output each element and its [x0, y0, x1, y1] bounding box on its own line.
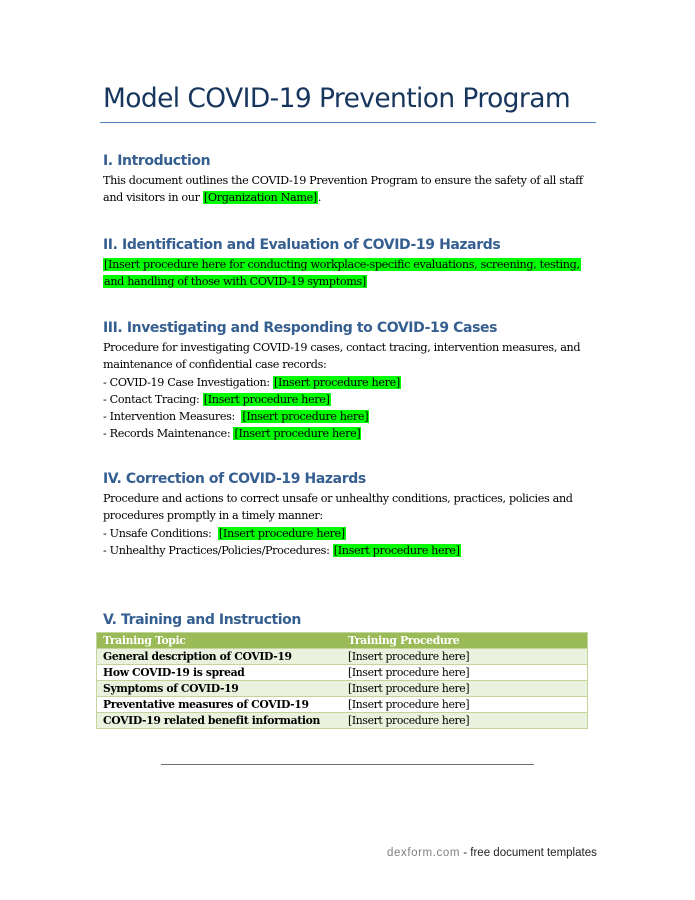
introduction-paragraph	[103, 172, 593, 207]
table-row	[97, 681, 588, 697]
procedure-placeholder[interactable]: [Insert procedure here]	[218, 526, 345, 540]
correction-paragraph	[103, 490, 593, 559]
section-heading-training: V. Training and Instruction	[103, 612, 301, 628]
table-header-row	[97, 633, 588, 649]
investigating-paragraph	[103, 339, 593, 443]
list-item-label: - Unhealthy Practices/Policies/Procedures:	[103, 543, 333, 557]
list-item	[103, 425, 593, 442]
intro-line-2-prefix: and visitors in our	[103, 191, 203, 205]
section-heading-correction: IV. Correction of COVID-19 Hazards	[103, 471, 366, 487]
identification-placeholder-1[interactable]: [Insert procedure here for conducting workplace-specific evaluations, screening, testing,	[104, 258, 580, 271]
training-procedure-cell[interactable]: [Insert procedure here]	[342, 681, 588, 697]
table-row	[97, 713, 588, 729]
column-header-procedure: Training Procedure	[342, 633, 588, 649]
procedure-placeholder[interactable]: [Insert procedure here]	[273, 375, 400, 389]
intro-line-1: This document outlines the COVID-19 Prevention Program to ensure the safety of all staff	[103, 174, 583, 187]
signature-separator-line	[161, 764, 534, 765]
identification-placeholder-2[interactable]: and handling of those with COVID-19 symptoms]	[104, 275, 366, 289]
training-topic-cell: Symptoms of COVID-19	[97, 681, 343, 697]
identification-paragraph	[103, 256, 593, 291]
training-procedure-cell[interactable]: [Insert procedure here]	[342, 665, 588, 681]
procedure-placeholder[interactable]: [Insert procedure here]	[203, 392, 330, 406]
footer-brand-link[interactable]: dexform.com	[387, 847, 461, 859]
training-procedure-cell[interactable]: [Insert procedure here]	[342, 713, 588, 729]
correction-line-1: Procedure and actions to correct unsafe or unhealthy conditions, practices, policies and	[103, 492, 573, 505]
list-item	[103, 525, 593, 542]
training-procedure-cell[interactable]: [Insert procedure here]	[342, 649, 588, 665]
document-title: Model COVID-19 Prevention Program	[103, 83, 571, 114]
investigating-line-2: maintenance of confidential case records:	[103, 358, 327, 372]
section-heading-identification: II. Identification and Evaluation of COVID-19 Hazards	[103, 237, 501, 253]
list-item-label: - COVID-19 Case Investigation:	[103, 375, 273, 389]
investigating-line-1: Procedure for investigating COVID-19 cases, contact tracing, intervention measures, and	[103, 341, 581, 354]
section-heading-investigating: III. Investigating and Responding to COVID-19 Cases	[103, 320, 498, 336]
organization-name-placeholder[interactable]: [Organization Name]	[203, 191, 317, 205]
table-row	[97, 665, 588, 681]
list-item	[103, 391, 593, 408]
table-row	[97, 649, 588, 665]
training-topic-cell: How COVID-19 is spread	[97, 665, 343, 681]
page-footer	[387, 847, 597, 859]
list-item-label: - Unsafe Conditions:	[103, 526, 218, 540]
title-underline	[100, 122, 596, 123]
training-topic-cell: General description of COVID-19	[97, 649, 343, 665]
correction-line-2: procedures promptly in a timely manner:	[103, 509, 323, 523]
procedure-placeholder[interactable]: [Insert procedure here]	[234, 427, 361, 441]
list-item-label: - Intervention Measures:	[103, 410, 242, 424]
training-topic-cell: COVID-19 related benefit information	[97, 713, 343, 729]
table-row	[97, 697, 588, 713]
procedure-placeholder[interactable]: [Insert procedure here]	[333, 543, 460, 557]
section-heading-introduction: I. Introduction	[103, 153, 211, 169]
identification-line-2	[103, 273, 593, 290]
footer-tagline: - free document templates	[460, 847, 597, 859]
procedure-placeholder[interactable]: [Insert procedure here]	[242, 410, 369, 424]
training-procedure-cell[interactable]: [Insert procedure here]	[342, 697, 588, 713]
list-item-label: - Contact Tracing:	[103, 392, 203, 406]
intro-line-2	[103, 189, 593, 206]
identification-line-1	[103, 256, 593, 273]
training-topic-cell: Preventative measures of COVID-19	[97, 697, 343, 713]
training-table	[96, 632, 588, 729]
list-item	[103, 408, 593, 425]
list-item	[103, 542, 593, 559]
column-header-topic: Training Topic	[97, 633, 343, 649]
intro-line-2-suffix: .	[317, 191, 322, 205]
list-item-label: - Records Maintenance:	[103, 427, 234, 441]
list-item	[103, 374, 593, 391]
